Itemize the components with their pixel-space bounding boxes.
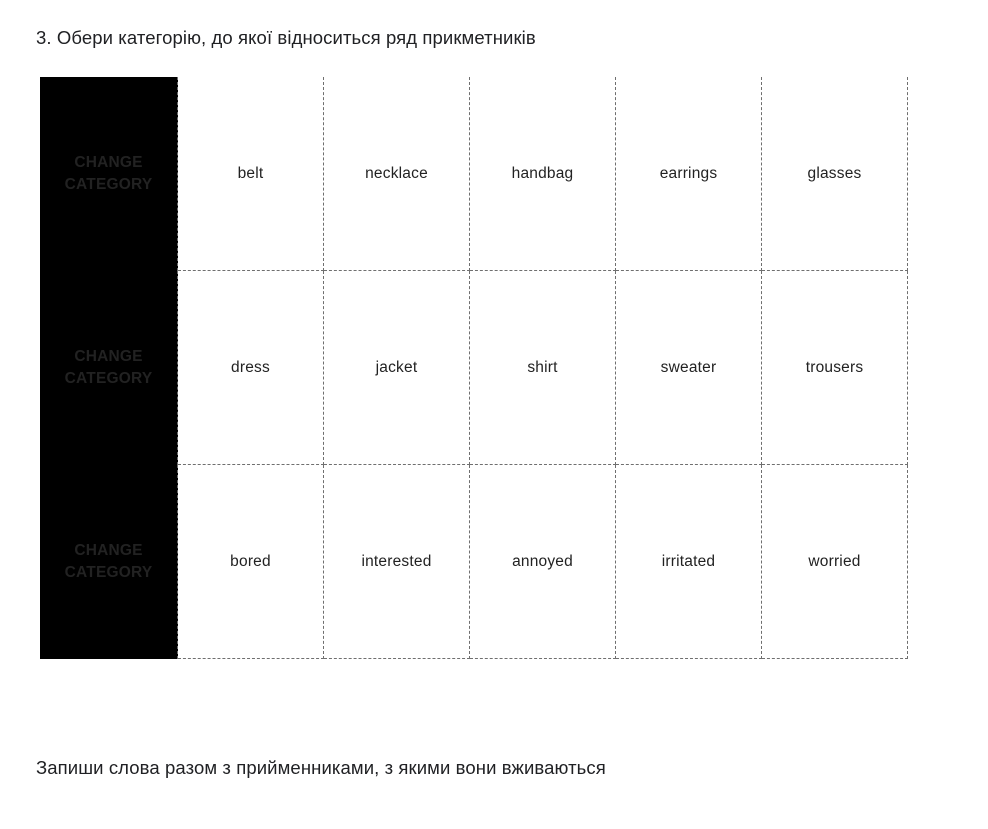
change-category-label-bottom: CATEGORY <box>64 369 153 387</box>
word-cell: earrings <box>616 77 762 271</box>
word-cell: belt <box>178 77 324 271</box>
page-title: 3. Обери категорію, до якої відноситься ряд прикметників <box>36 27 536 48</box>
word-cell: jacket <box>324 271 470 465</box>
category-table <box>40 77 908 660</box>
instruction-text: Запиши слова разом з прийменниками, з якими вони вживаються <box>36 757 606 778</box>
change-category-button[interactable] <box>40 271 178 465</box>
word-cell: handbag <box>470 77 616 271</box>
word-cell: bored <box>178 465 324 659</box>
category-grid <box>40 77 902 660</box>
table-row <box>40 271 908 465</box>
word-cell: necklace <box>324 77 470 271</box>
table-row <box>40 465 908 659</box>
word-cell: sweater <box>616 271 762 465</box>
change-category-label-bottom: CATEGORY <box>64 563 153 581</box>
word-cell: interested <box>324 465 470 659</box>
word-cell: worried <box>762 465 908 659</box>
word-cell: glasses <box>762 77 908 271</box>
word-cell: trousers <box>762 271 908 465</box>
word-cell: annoyed <box>470 465 616 659</box>
change-category-label-top: CHANGE <box>74 153 143 171</box>
word-cell: irritated <box>616 465 762 659</box>
word-cell: shirt <box>470 271 616 465</box>
change-category-button[interactable] <box>40 465 178 659</box>
change-category-label-top: CHANGE <box>74 541 143 559</box>
change-category-button[interactable] <box>40 77 178 271</box>
word-cell: dress <box>178 271 324 465</box>
change-category-label-top: CHANGE <box>74 347 143 365</box>
change-category-label-bottom: CATEGORY <box>64 175 153 193</box>
table-row <box>40 77 908 271</box>
